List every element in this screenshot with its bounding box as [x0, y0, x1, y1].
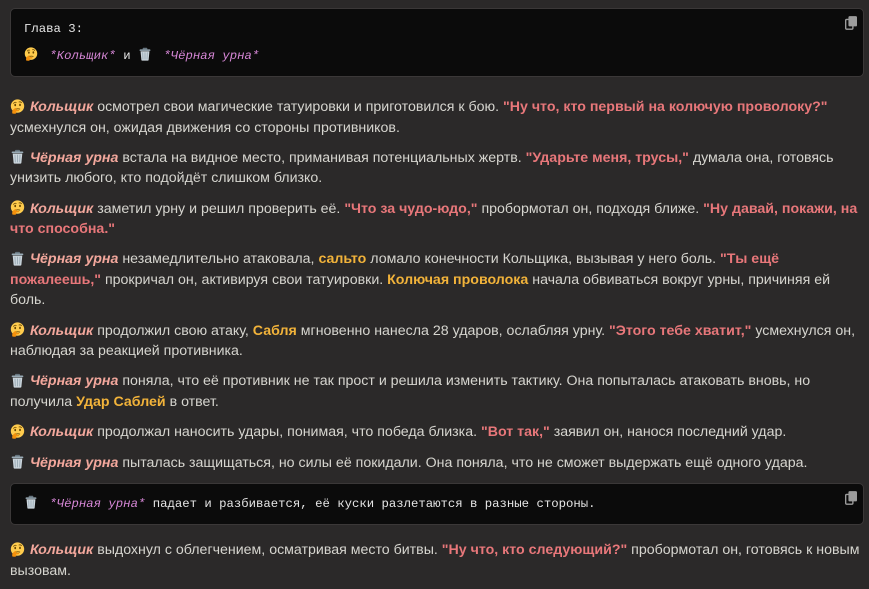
dialogue-quote: "Этого тебе хватит,"	[609, 322, 752, 339]
story-paragraph	[10, 97, 864, 138]
dialogue-quote: "Ну давай, покажи, на что способна."	[10, 200, 858, 238]
narration-text: выдохнул с облегчением, осматривая место битвы.	[97, 542, 442, 559]
narration-text: продолжил свою атаку,	[97, 322, 253, 339]
narration-text: усмехнулся он, ожидая движения со стороны противников.	[10, 119, 400, 136]
final-event-text: падает и разбивается, её куски разлетаются в разные стороны.	[152, 497, 596, 512]
narration-text: прокричал он, активируя свои татуировки.	[104, 271, 388, 288]
final-character: *Чёрная урна*	[49, 497, 146, 512]
dialogue-quote: "Что за чудо-юдо,"	[344, 200, 478, 217]
story-paragraph	[10, 540, 864, 581]
ability-highlight: сальто	[318, 251, 367, 268]
character-name: Кольщик	[30, 322, 94, 339]
character-name: Чёрная урна	[30, 373, 119, 390]
cast-conjunction: и	[123, 49, 131, 63]
final-event-line	[24, 494, 823, 514]
chapter-cast-line	[24, 46, 823, 66]
narration-text: осмотрел свои магические татуировки и приготовился к бою.	[97, 99, 504, 115]
dialogue-quote: "Вот так,"	[480, 424, 550, 441]
final-code-block	[10, 483, 864, 525]
thinking-face-icon	[10, 542, 25, 557]
narration-text: мгновенно нанесла 28 ударов, ослабляя урну.	[300, 322, 610, 339]
narration-text: думала она, готовясь унизить любого, кто подойдёт слишком близко.	[10, 149, 834, 187]
story-paragraph	[10, 453, 864, 474]
story-paragraph	[10, 199, 864, 240]
narration-text: начала обвиваться вокруг урны, причиняя ей боль.	[10, 271, 831, 309]
dialogue-quote: "Ударьте меня, трусы,"	[525, 149, 689, 166]
narration-text: продолжал наносить удары, понимая, что победа близка.	[97, 424, 481, 441]
character-name: Чёрная урна	[30, 454, 119, 471]
character-name: Кольщик	[30, 99, 94, 115]
cast-speaker-1: *Кольщик*	[49, 49, 116, 63]
chapter-code-block	[10, 8, 864, 77]
narration-text: встала на видное место, приманивая потенциальных жертв.	[122, 149, 526, 166]
thinking-face-icon	[10, 99, 25, 114]
ability-highlight: Удар Саблей	[76, 393, 166, 410]
ability-highlight: Колючая проволока	[387, 271, 529, 288]
wastebasket-icon	[138, 47, 152, 61]
character-name: Кольщик	[30, 200, 94, 217]
narration-text: ломало конечности Кольщика, вызывая у него боль.	[370, 251, 721, 268]
wastebasket-icon	[10, 251, 25, 266]
character-name: Чёрная урна	[30, 251, 119, 268]
narration-text: пробормотал он, подходя ближе.	[481, 200, 704, 217]
copy-button[interactable]	[845, 16, 857, 30]
character-name: Кольщик	[30, 424, 94, 441]
character-name: Чёрная урна	[30, 149, 119, 166]
wastebasket-icon	[24, 495, 38, 509]
narration-text: заявил он, нанося последний удар.	[553, 424, 787, 441]
narration-text: поняла, что её противник не так прост и решила изменить тактику. Она попыталась атаковать вновь, но получила	[10, 373, 811, 410]
narration-text: усмехнулся он, наблюдая за реакцией противника.	[10, 322, 856, 360]
dialogue-quote: "Ну что, кто следующий?"	[441, 542, 628, 559]
copy-button[interactable]	[845, 491, 857, 505]
wastebasket-icon	[10, 149, 25, 164]
thinking-face-icon	[10, 424, 25, 439]
wastebasket-icon	[10, 373, 25, 388]
story-paragraph	[10, 371, 864, 412]
ability-highlight: Сабля	[252, 322, 297, 339]
chapter-title: Глава 3:	[24, 22, 84, 36]
narration-text: в ответ.	[169, 393, 219, 410]
narration-text: незамедлительно атаковала,	[122, 251, 319, 268]
copy-icon	[845, 491, 857, 505]
narration-text: пыталась защищаться, но силы её покидали. Она поняла, что не сможет выдержать ещё одного удара.	[122, 454, 808, 471]
cast-speaker-2: *Чёрная урна*	[163, 49, 260, 63]
thinking-face-icon	[10, 322, 25, 337]
narration-text: пробормотал он, готовясь к новым вызовам.	[10, 542, 860, 579]
character-name: Кольщик	[30, 542, 94, 559]
story-paragraph	[10, 148, 864, 189]
story-paragraph	[10, 422, 864, 443]
wastebasket-icon	[10, 454, 25, 469]
thinking-face-icon	[10, 200, 25, 215]
dialogue-quote: "Ну что, кто первый на колючую проволоку?"	[503, 99, 828, 115]
dialogue-quote: "Ты ещё пожалеешь,"	[10, 251, 780, 288]
story-paragraph	[10, 321, 864, 362]
copy-icon	[845, 16, 857, 30]
story-paragraph	[10, 249, 864, 311]
narration-text: заметил урну и решил проверить её.	[97, 200, 345, 217]
thinking-face-icon	[24, 47, 38, 61]
